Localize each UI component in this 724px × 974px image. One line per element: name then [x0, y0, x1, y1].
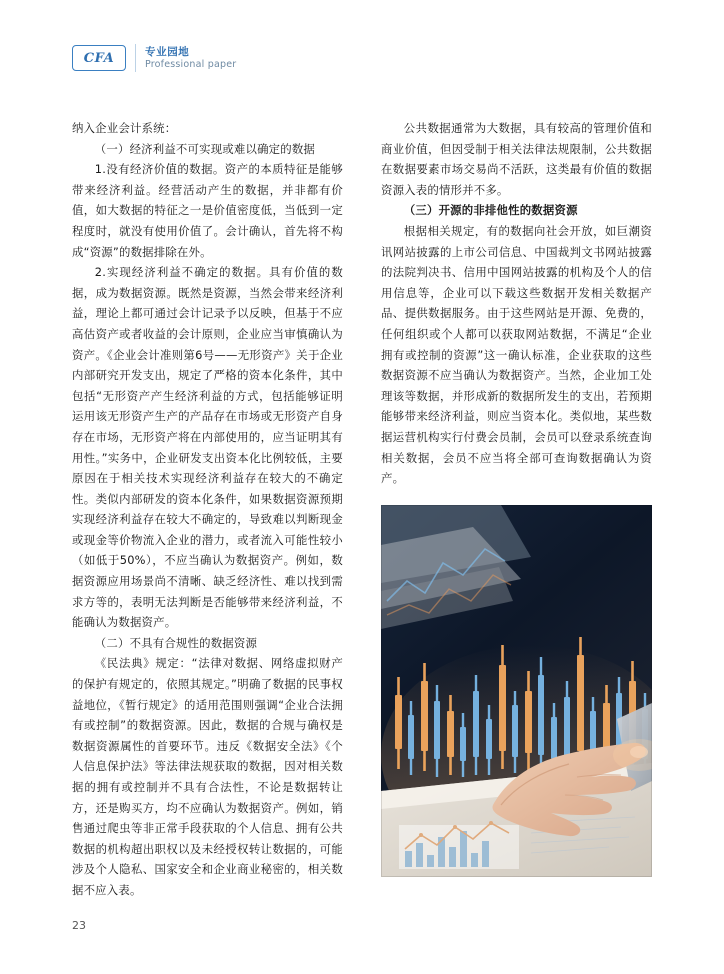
header-divider	[135, 44, 136, 72]
left-column	[72, 118, 343, 901]
paragraph-heading: （三）开源的非排他性的数据资源	[403, 203, 578, 218]
page-number: 23	[72, 919, 86, 932]
paragraph: （一）经济利益不可实现或难以确定的数据	[94, 141, 316, 156]
right-column	[381, 118, 652, 901]
paragraph: 2.实现经济利益不确定的数据。具有价值的数据，成为数据资源。既然是资源，当然会带来经济利益，理论上都可通过会计记录予以反映，但基于不应高估资产或者收益的会计原则，企业应当审慎确认为资产。《企业会计准则第6号——无形资产》关于企业内部研究开发支出，规定了严格的资本化条件，其中包括“无形资产产生经济利益的方式，包括能够证明运用该无形资产生产的产品存在市场或无形资产自身存在市场，无形资产将在内部使用的，应当证明其有用性。”实务中，企业研发支出资本化比例较低，主要原因在于相关技术实现经济利益存在较大的不确定性。类似内部研发的资本化条件，如果数据资源预期实现经济利益存在较大不确定的，导致难以判断现金或现金等价物流入企业的潜力，或者流入可能性较小（如低于50%），不应当确认为数据资产。例如，数据资源应用场景尚不清晰、缺乏经济性、难以找到需求方等的，表明无法判断是否能够带来经济利益，不能确认为数据资产。	[72, 265, 343, 630]
paragraph: 1.没有经济价值的数据。资产的本质特征是能够带来经济利益。经营活动产生的数据，并非都有价值，如大数据的特征之一是价值密度低，当低到一定程度时，就没有使用价值了。会计确认，首先将不构成“资源”的数据排除在外。	[72, 162, 343, 259]
header-title-group	[145, 46, 236, 71]
paragraph: （二）不具有合规性的数据资源	[94, 635, 258, 650]
logo-text: CFA	[83, 50, 115, 66]
paragraph: 公共数据通常为大数据，具有较高的管理价值和商业价值，但因受制于相关法律法规限制，公共数据在数据要素市场交易尚不活跃，这类最有价值的数据资源入表的情形并不多。	[381, 121, 652, 197]
paragraph: 根据相关规定，有的数据向社会开放，如巨潮资讯网站披露的上市公司信息、中国裁判文书网站披露的法院判决书、信用中国网站披露的机构及个人的信用信息等，企业可以下载这些数据开发相关数据产品、提供数据服务。由于这些网站是开源、免费的，任何组织或个人都可以获取网站数据，不满足“企业拥有或控制的资源”这一确认标准，企业获取的这些数据资源不应当确认为数据资产。当然，企业加工处理该等数据，并形成新的数据所发生的支出，若预期能够带来经济利益，则应当资本化。类似地，某些数据运营机构实行付费会员制，会员可以登录系统查询相关数据，会员不应当将全部可查询数据确认为资产。	[381, 223, 652, 486]
header-title-en: Professional paper	[145, 58, 237, 70]
paragraph: 《民法典》规定：“法律对数据、网络虚拟财产的保护有规定的，依照其规定。”明确了数据的民事权益地位，《暂行规定》的适用范围则强调“企业合法拥有或控制”的数据资源。因此，数据的合规与确权是数据资源属性的首要环节。违反《数据安全法》《个人信息保护法》等法律法规获取的数据，因对相关数据的拥有或控制并不具有合法性，不论是数据转让方，还是购买方，均不应确认为数据资产。例如，销售通过爬虫等非正常手段获取的个人信息、拥有公共数据的机构超出职权以及未经授权转让数据的，可能涉及个人隐私、国家安全和企业商业秘密的，相关数据不应入表。	[72, 656, 343, 897]
page-header	[72, 44, 236, 72]
cfa-logo	[72, 45, 126, 71]
header-title-cn: 专业园地	[145, 45, 190, 58]
article-photo	[381, 505, 652, 877]
paragraph: 纳入企业会计系统：	[72, 121, 177, 135]
article-body	[72, 118, 652, 901]
